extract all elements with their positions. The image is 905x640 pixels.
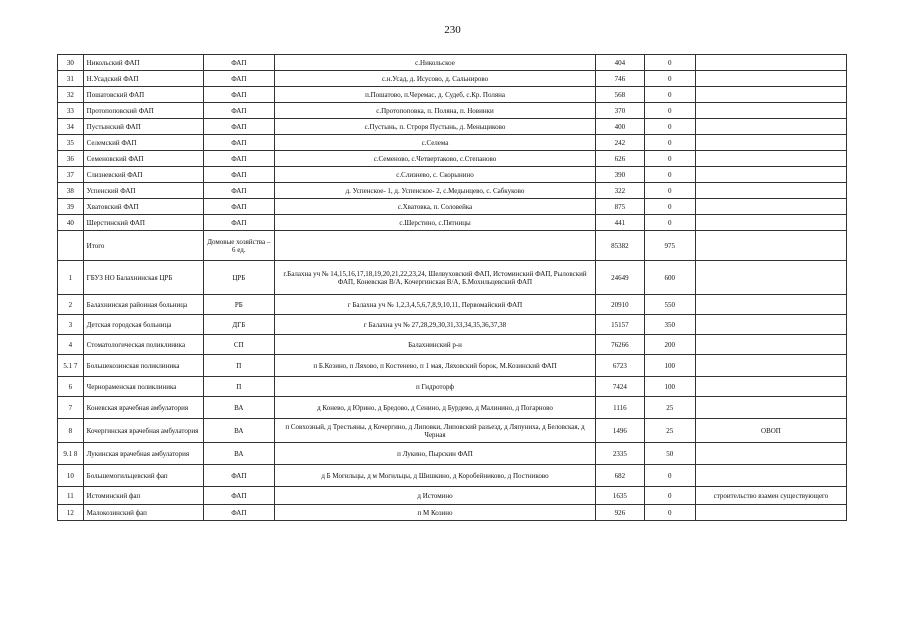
row-number-cell: 30 [58,55,84,71]
table-row [58,377,847,397]
facility-type-cell: СП [203,335,274,355]
page-number: 230 [444,24,461,36]
table-row [58,183,847,199]
service-area-cell: п М Козино [274,505,596,521]
facility-name-cell: Слизневский ФАП [83,167,203,183]
facility-name-cell: Большекозинская поликлиника [83,355,203,377]
facility-name-cell: Малокозинский фап [83,505,203,521]
extra-count-cell: 550 [644,295,695,315]
note-cell [695,183,846,199]
service-area-cell: п Совхозный, д Трестьяны, д Кочергино, д Липовки, Липовский разъезд, д Ляпуниха, д Беловская, д Черная [274,419,596,443]
row-number-cell: 11 [58,487,84,505]
population-count-cell: 1496 [596,419,644,443]
population-count-cell: 242 [596,135,644,151]
facility-name-cell: Успенский ФАП [83,183,203,199]
note-cell [695,295,846,315]
row-number-cell: 5.1 7 [58,355,84,377]
table-row [58,465,847,487]
table-row [58,505,847,521]
facility-name-cell: Истоминский фап [83,487,203,505]
population-count-cell: 926 [596,505,644,521]
facility-name-cell: Чернораменская поликлиника [83,377,203,397]
facility-name-cell: Пошатовский ФАП [83,87,203,103]
note-cell [695,505,846,521]
facility-name-cell: Стоматологическая поликлиника [83,335,203,355]
population-count-cell: 85382 [596,231,644,261]
facility-name-cell: Детская городская больница [83,315,203,335]
facility-type-cell: ФАП [203,87,274,103]
facility-name-cell: Хватовский ФАП [83,199,203,215]
service-area-cell: с.Никольское [274,55,596,71]
note-cell [695,55,846,71]
table-row [58,419,847,443]
extra-count-cell: 0 [644,55,695,71]
service-area-cell: с.Семеново, с.Четвертаково, с.Степаново [274,151,596,167]
extra-count-cell: 100 [644,377,695,397]
table-row [58,355,847,377]
row-number-cell: 38 [58,183,84,199]
row-number-cell: 1 [58,261,84,295]
population-count-cell: 7424 [596,377,644,397]
table-row [58,487,847,505]
note-cell [695,315,846,335]
table-row [58,215,847,231]
extra-count-cell: 0 [644,183,695,199]
service-area-cell: п Лукино, Пырскин ФАП [274,443,596,465]
facility-type-cell: ФАП [203,135,274,151]
note-cell [695,87,846,103]
facility-type-cell: ФАП [203,55,274,71]
facility-type-cell: ЦРБ [203,261,274,295]
population-count-cell: 390 [596,167,644,183]
service-area-cell: п Б.Козино, п Ляхово, п Костенево, п 1 мая, Ляховский борок, М.Козинский ФАП [274,355,596,377]
extra-count-cell: 0 [644,103,695,119]
population-count-cell: 24649 [596,261,644,295]
note-cell [695,215,846,231]
note-cell [695,231,846,261]
service-area-cell: д Конево, д Юрино, д Бредово, д Сенино, д Бурдево, д Малинино, д Погарново [274,397,596,419]
population-count-cell: 1116 [596,397,644,419]
facility-type-cell: ВА [203,397,274,419]
facility-type-cell: Домовые хозяйства – 6 ед. [203,231,274,261]
note-cell [695,335,846,355]
extra-count-cell: 0 [644,87,695,103]
service-area-cell: с.Слизнево, с. Скорынино [274,167,596,183]
facility-name-cell: Коневская врачебная амбулатория [83,397,203,419]
facility-name-cell: Шерстинский ФАП [83,215,203,231]
table-row [58,199,847,215]
row-number-cell [58,231,84,261]
table-row [58,103,847,119]
facility-type-cell: ФАП [203,151,274,167]
note-cell [695,199,846,215]
extra-count-cell: 0 [644,71,695,87]
row-number-cell: 7 [58,397,84,419]
extra-count-cell: 0 [644,151,695,167]
service-area-cell: г Балахна уч № 1,2,3,4,5,6,7,8,9,10,11, Первомайский ФАП [274,295,596,315]
extra-count-cell: 0 [644,487,695,505]
note-cell [695,465,846,487]
extra-count-cell: 600 [644,261,695,295]
facility-type-cell: ФАП [203,215,274,231]
row-number-cell: 37 [58,167,84,183]
row-number-cell: 12 [58,505,84,521]
service-area-cell: п Гидроторф [274,377,596,397]
service-area-cell: д. Успенское- 1, д. Успенское- 2, с.Медынцево, с. Сабкуково [274,183,596,199]
facility-type-cell: ФАП [203,103,274,119]
extra-count-cell: 975 [644,231,695,261]
facility-name-cell: Н.Усадский ФАП [83,71,203,87]
row-number-cell: 36 [58,151,84,167]
row-number-cell: 33 [58,103,84,119]
extra-count-cell: 25 [644,419,695,443]
note-cell [695,443,846,465]
row-number-cell: 8 [58,419,84,443]
facility-type-cell: П [203,355,274,377]
facility-type-cell: РБ [203,295,274,315]
row-number-cell: 40 [58,215,84,231]
note-cell [695,167,846,183]
facility-name-cell: Селемский ФАП [83,135,203,151]
row-number-cell: 6 [58,377,84,397]
row-number-cell: 2 [58,295,84,315]
table-row [58,443,847,465]
row-number-cell: 3 [58,315,84,335]
table-row [58,87,847,103]
note-cell: строительство взамен существующего [695,487,846,505]
extra-count-cell: 0 [644,119,695,135]
population-count-cell: 400 [596,119,644,135]
facility-type-cell: ВА [203,419,274,443]
facility-name-cell: ГБУЗ НО Балахнинская ЦРБ [83,261,203,295]
facility-name-cell: Никольский ФАП [83,55,203,71]
facility-type-cell: ФАП [203,71,274,87]
extra-count-cell: 0 [644,505,695,521]
population-count-cell: 322 [596,183,644,199]
table-row [58,261,847,295]
facility-type-cell: ФАП [203,487,274,505]
note-cell [695,119,846,135]
table-row [58,335,847,355]
row-number-cell: 9.1 8 [58,443,84,465]
row-number-cell: 31 [58,71,84,87]
table-row [58,167,847,183]
row-number-cell: 4 [58,335,84,355]
table-body [58,55,847,521]
extra-count-cell: 200 [644,335,695,355]
note-cell: ОВОП [695,419,846,443]
table-row [58,151,847,167]
extra-count-cell: 350 [644,315,695,335]
extra-count-cell: 100 [644,355,695,377]
facility-name-cell: Лукинская врачебная амбулатория [83,443,203,465]
facility-name-cell: Балахнинская районная больница [83,295,203,315]
facility-name-cell: Кочергинская врачебная амбулатория [83,419,203,443]
table-row [58,55,847,71]
facility-name-cell: Большемогильцевский фап [83,465,203,487]
facility-type-cell: ФАП [203,119,274,135]
facility-name-cell: Семеновский ФАП [83,151,203,167]
population-count-cell: 682 [596,465,644,487]
facility-type-cell: ФАП [203,199,274,215]
population-count-cell: 404 [596,55,644,71]
facility-type-cell: ФАП [203,167,274,183]
table-row [58,315,847,335]
extra-count-cell: 50 [644,443,695,465]
extra-count-cell: 0 [644,167,695,183]
facility-table [57,54,847,521]
note-cell [695,103,846,119]
facility-name-cell: Протопоповский ФАП [83,103,203,119]
service-area-cell: с.Протопоповка, п. Поляна, п. Новинки [274,103,596,119]
population-count-cell: 568 [596,87,644,103]
service-area-cell: с.н.Усад, д. Исусово, д. Сальнирово [274,71,596,87]
extra-count-cell: 0 [644,135,695,151]
population-count-cell: 2335 [596,443,644,465]
table-row [58,397,847,419]
table-row [58,119,847,135]
note-cell [695,377,846,397]
row-number-cell: 10 [58,465,84,487]
population-count-cell: 746 [596,71,644,87]
facility-name-cell: Итого [83,231,203,261]
facility-type-cell: П [203,377,274,397]
service-area-cell: д Истомино [274,487,596,505]
facility-type-cell: ФАП [203,505,274,521]
note-cell [695,261,846,295]
service-area-cell: с.Пустынь, п. Строря Пустынь, д. Меньщиково [274,119,596,135]
service-area-cell: с.Шерстино, с.Пятницы [274,215,596,231]
service-area-cell [274,231,596,261]
extra-count-cell: 0 [644,215,695,231]
note-cell [695,397,846,419]
extra-count-cell: 0 [644,199,695,215]
population-count-cell: 6723 [596,355,644,377]
facility-type-cell: ФАП [203,465,274,487]
note-cell [695,135,846,151]
service-area-cell: г Балахна уч № 27,28,29,30,31,33,34,35,36,37,38 [274,315,596,335]
population-count-cell: 626 [596,151,644,167]
service-area-cell: с.Селема [274,135,596,151]
population-count-cell: 20910 [596,295,644,315]
facility-type-cell: ДГБ [203,315,274,335]
service-area-cell: с.Хватовка, п. Соловейка [274,199,596,215]
row-number-cell: 34 [58,119,84,135]
population-count-cell: 76266 [596,335,644,355]
population-count-cell: 1635 [596,487,644,505]
row-number-cell: 32 [58,87,84,103]
facility-name-cell: Пустынский ФАП [83,119,203,135]
table-row [58,135,847,151]
service-area-cell: Балахнинский р-н [274,335,596,355]
extra-count-cell: 0 [644,465,695,487]
table-row [58,295,847,315]
note-cell [695,355,846,377]
table-row [58,71,847,87]
note-cell [695,71,846,87]
table-row [58,231,847,261]
row-number-cell: 35 [58,135,84,151]
row-number-cell: 39 [58,199,84,215]
population-count-cell: 15157 [596,315,644,335]
population-count-cell: 370 [596,103,644,119]
service-area-cell: д Б Могильцы, д м Могильцы, д Шишкино, д Коробейниково, д Постниково [274,465,596,487]
facility-type-cell: ФАП [203,183,274,199]
facility-type-cell: ВА [203,443,274,465]
note-cell [695,151,846,167]
population-count-cell: 441 [596,215,644,231]
extra-count-cell: 25 [644,397,695,419]
service-area-cell: г.Балахна уч № 14,15,16,17,18,19,20,21,22,23,24, Шелвуховский ФАП, Истоминский ФАП, Рыловский ФАП, Коневская В/А, Кочергинская В/А, Б.Мохильцевский ФАП [274,261,596,295]
population-count-cell: 875 [596,199,644,215]
service-area-cell: п.Пошатово, п.Черемас, д. Судеб, с.Кр. Поляна [274,87,596,103]
